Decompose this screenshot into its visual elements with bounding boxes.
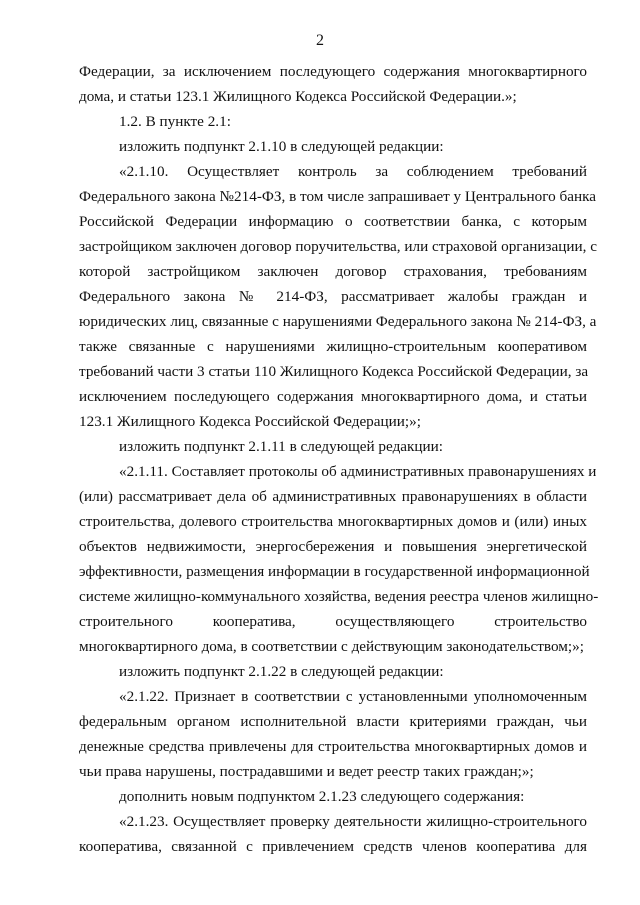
text-line: «2.1.10. Осуществляет контроль за соблюдением требований — [119, 163, 587, 180]
text-line: Федерального закона № 214-ФЗ, рассматривает жалобы граждан и — [79, 288, 587, 305]
text-line: «2.1.11. Составляет протоколы об административных правонарушениях и — [119, 463, 597, 480]
text-line: строительного кооператива, осуществляющего строительство — [79, 613, 587, 630]
text-line: «2.1.22. Признает в соответствии с установленными уполномоченным — [119, 688, 587, 705]
text-line: Федерального закона №214-ФЗ, в том числе запрашивает у Центрального банка — [79, 188, 597, 205]
text-line: также связанные с нарушениями жилищно-строительным кооперативом — [79, 338, 587, 355]
text-line: денежные средства привлечены для строительства многоквартирных домов и — [79, 738, 587, 755]
text-line: изложить подпункт 2.1.11 в следующей редакции: — [119, 438, 444, 455]
text-line: «2.1.23. Осуществляет проверку деятельности жилищно-строительного — [119, 813, 587, 830]
text-line: (или) рассматривает дела об административных правонарушениях в области — [79, 488, 587, 505]
page-number: 2 — [316, 32, 324, 49]
text-line: строительства, долевого строительства многоквартирных домов и (или) иных — [79, 513, 587, 530]
text-line: требований части 3 статьи 110 Жилищного Кодекса Российской Федерации, за — [79, 363, 589, 380]
text-line: которой застройщиком заключен договор страхования, требованиям — [79, 263, 587, 280]
text-line: изложить подпункт 2.1.22 в следующей редакции: — [119, 663, 444, 680]
text-line: 123.1 Жилищного Кодекса Российской Федерации;»; — [79, 413, 421, 430]
text-line: эффективности, размещения информации в государственной информационной — [79, 563, 590, 580]
text-line: изложить подпункт 2.1.10 в следующей редакции: — [119, 138, 444, 155]
text-line: системе жилищно-коммунального хозяйства, ведения реестра членов жилищно- — [79, 588, 599, 605]
text-line: объектов недвижимости, энергосбережения и повышения энергетической — [79, 538, 587, 555]
text-line: исключением последующего содержания многоквартирного дома, и статьи — [79, 388, 587, 405]
text-line: дома, и статьи 123.1 Жилищного Кодекса Российской Федерации.»; — [79, 88, 517, 105]
text-line: дополнить новым подпунктом 2.1.23 следующего содержания: — [119, 788, 525, 805]
text-line: юридических лиц, связанные с нарушениями Федерального закона № 214-ФЗ, а — [79, 313, 597, 330]
text-line: чьи права нарушены, пострадавшими и ведет реестр таких граждан;»; — [79, 763, 534, 780]
text-line: федеральным органом исполнительной власти критериями граждан, чьи — [79, 713, 587, 730]
text-line: кооператива, связанной с привлечением средств членов кооператива для — [79, 838, 587, 855]
text-line: застройщиком заключен договор поручительства, или страховой организации, с — [79, 238, 597, 255]
text-line: Федерации, за исключением последующего содержания многоквартирного — [79, 63, 587, 80]
text-line: 1.2. В пункте 2.1: — [119, 113, 231, 130]
text-line: Российской Федерации информацию о соответствии банка, с которым — [79, 213, 587, 230]
text-line: многоквартирного дома, в соответствии с действующим законодательством;»; — [79, 638, 584, 655]
